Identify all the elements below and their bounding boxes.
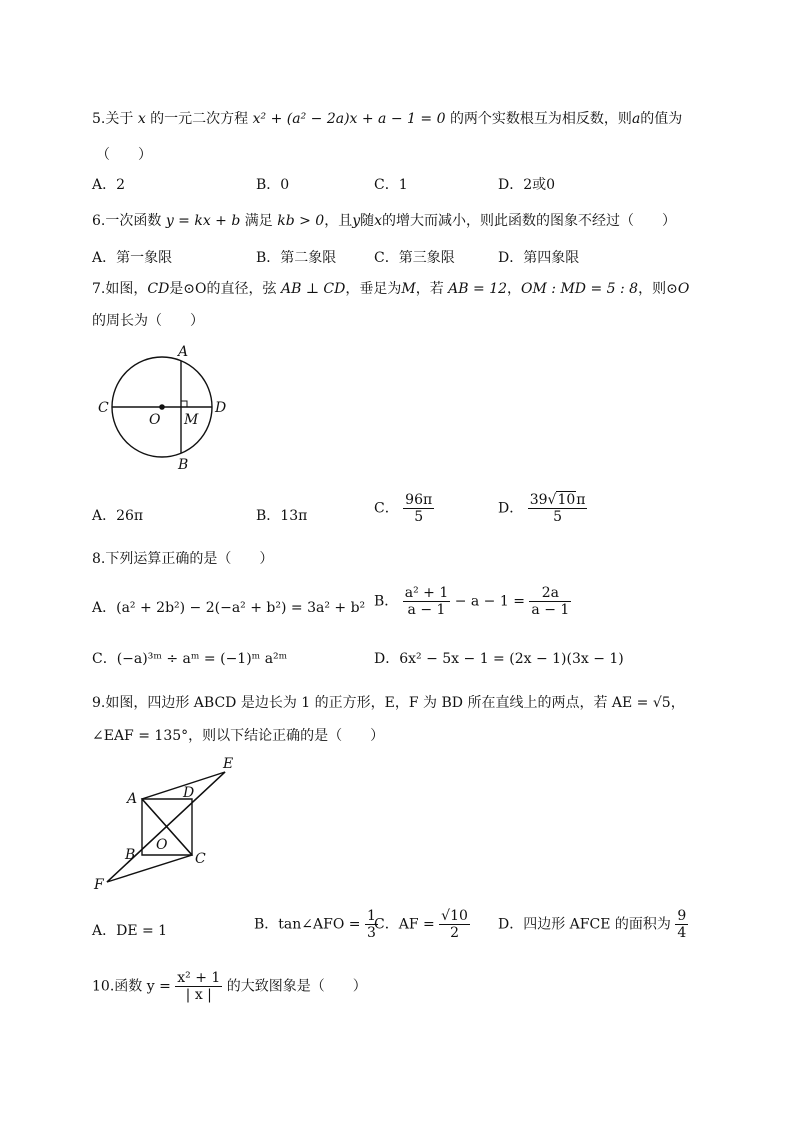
q7-option-d: D． $\frac{39√10\pi}{5}$ [498,492,586,526]
q5-blank: （ ） [96,147,152,163]
q7-stem: 7.如图，CD是⊙O的直径，弦 AB ⊥ CD，垂足为M，若 AB = 12，OM : MD = 5 : 8，则⊙O [92,281,690,297]
q9-option-b: B．tan∠AFO = $\frac{1}{3}$ [254,908,376,942]
q10-stem: 10.函数 y = $\frac{\text{x² + 1}}{| x |}$ 的大致图象是（ ） [92,970,367,1004]
q5-option-b: B．0 [256,177,290,193]
q7-stem-line2: 的周长为（ ） [92,313,204,329]
q5-option-a: A．2 [92,177,126,193]
q7-option-a: A．26π [92,508,144,524]
q6-stem: 6.一次函数 y = kx + b 满足 kb > 0，且y随x的增大而减小，则此函数的图象不经过（ ） [92,213,677,229]
label-e: E [223,756,234,772]
q7-option-b: B．13π [256,508,308,524]
q9-stem-line2: ∠EAF = 135°，则以下结论正确的是（ ） [92,728,385,744]
q8-option-d: D．6x² − 5x − 1 = (2x − 1)(3x − 1) [374,651,624,667]
q6-option-a: A．第一象限 [92,250,173,266]
label-f: F [94,877,104,893]
center-dot [159,404,165,410]
q8-stem: 8.下列运算正确的是（ ） [92,551,274,567]
q6-option-c: C．第三象限 [374,250,455,266]
label-d: D [183,785,195,801]
label-a: A [127,791,138,807]
label-b: B [125,847,136,863]
label-o: O [149,412,161,428]
q9-square-figure [92,755,252,895]
right-angle-mark [181,401,187,407]
q5-option-d: D．2或0 [498,177,556,193]
q7-circle-figure [92,340,242,475]
q9-option-a: A．DE = 1 [92,923,168,939]
label-d: D [215,400,227,416]
label-c: C [195,851,206,867]
q6-option-d: D．第四象限 [498,250,580,266]
label-a: A [178,344,189,360]
q5-stem: 5.关于 x 的一元二次方程 x² + (a² − 2a)x + a − 1 = 0 的两个实数根互为相反数，则a的值为 [92,111,683,127]
label-o: O [156,837,168,853]
q9-option-c: C．AF = $\frac{√10}{2}$ [374,908,468,942]
label-c: C [98,400,109,416]
label-m: M [184,412,199,428]
q7-option-c: C． $\frac{96\pi}{5}$ [374,492,433,526]
q5-option-c: C．1 [374,177,408,193]
q6-option-b: B．第二象限 [256,250,337,266]
label-b: B [178,457,189,473]
q8-option-c: C．(−a)³ᵐ ÷ aᵐ = (−1)ᵐ a²ᵐ [92,651,288,667]
q8-option-a: A．(a² + 2b²) − 2(−a² + b²) = 3a² + b² [92,600,366,616]
q8-option-b: B． $\frac{\text{a² + 1}}{a - 1}$ − a − 1 = $\frac{2a}{a - 1}$ [374,585,570,619]
q9-option-d: D．四边形 AFCE 的面积为 $\frac{9}{4}$ [498,908,687,942]
line-ef [107,772,225,882]
q9-stem-line1: 9.如图，四边形 ABCD 是边长为 1 的正方形，E，F 为 BD 所在直线上的两点，若 AE = √5， [92,695,685,711]
